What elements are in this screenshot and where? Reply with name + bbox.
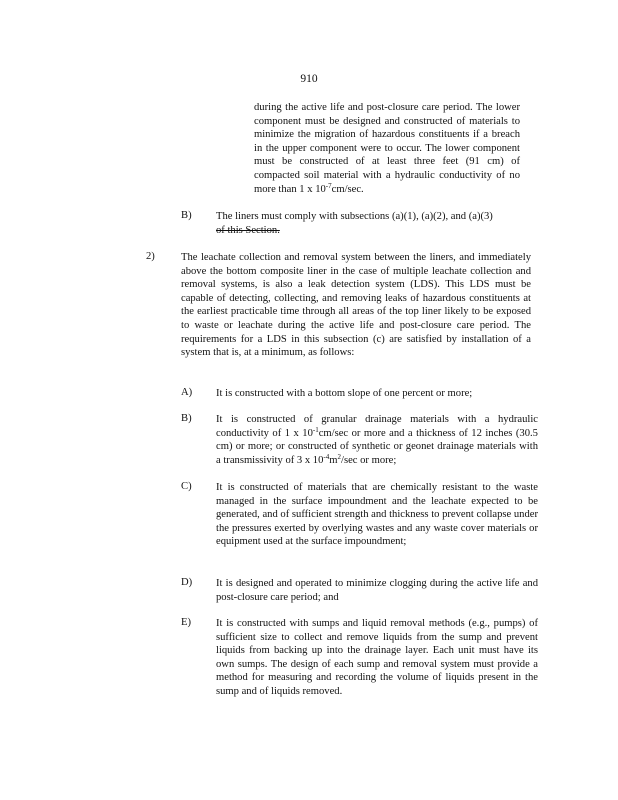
item-text: The liners must comply with subsections (a)(1), (a)(2), and (a)(3) bbox=[216, 211, 493, 222]
item-label: B) bbox=[181, 210, 192, 221]
paragraph-text: The leachate collection and removal system between the liners, and immediately above the bottom composite liner in the case of multiple leachate collection and removal systems, is also a leak detection system (LDS). This LDS must be capable of detecting, collecting, and removing leaks of hazardous constituents at the earliest practicable time through all areas of the top liner likely to be exposed to waste or leachate during the active life and post-closure care period. The requirements for a LDS in this subsection (c) are satisfied by installation of a system that is, at a minimum, as follows: bbox=[181, 252, 531, 359]
page-number: 910 bbox=[300, 73, 318, 85]
exponent: 2 bbox=[337, 452, 341, 461]
paragraph-2-leak-detection bbox=[181, 251, 531, 360]
item-d-clogging bbox=[216, 577, 538, 604]
item-text: cm/sec or more and a thickness of 12 inches (30.5 cm) or more; or constructed of synthetic or geonet drainage materials with a transmissivity of 3 x 10 bbox=[216, 427, 538, 466]
item-b-liners-comply bbox=[216, 210, 525, 237]
item-text: It is constructed with a bottom slope of one percent or more; bbox=[216, 388, 473, 399]
item-e-sumps bbox=[216, 617, 538, 699]
item-label: D) bbox=[181, 577, 193, 588]
item-text: It is constructed of granular drainage materials with a hydraulic conductivity of 1 x 10 bbox=[216, 414, 538, 439]
item-text: /sec or more; bbox=[341, 454, 397, 466]
exponent: -1 bbox=[312, 425, 319, 434]
continuation-unit: cm/sec. bbox=[331, 183, 364, 195]
exponent: -4 bbox=[323, 452, 330, 461]
paragraph-label: 2) bbox=[146, 251, 155, 262]
continuation-text: during the active life and post-closure care period. The lower component must be designed and constructed of materials to minimize the migration of hazardous constituents if a breach in the upper component were to occur. The lower component must be constructed of at least three feet (91 cm) of compacted soil material with a hydraulic conductivity of no more than 1 x 10 bbox=[254, 102, 520, 195]
item-c-materials bbox=[216, 481, 538, 549]
item-text: It is constructed of materials that are chemically resistant to the waste managed in the surface impoundment and the leachate expected to be generated, and of sufficient strength and thickness to prevent collapse under the pressures exerted by overlying wastes and any waste cover materials or equipment used at the surface impoundment; bbox=[216, 482, 538, 548]
item-b-drainage bbox=[216, 413, 538, 467]
continuation-paragraph bbox=[254, 101, 520, 196]
item-text: It is constructed with sumps and liquid removal methods (e.g., pumps) of sufficient size to collect and remove liquids from the sump and prevent liquids from backing up into the drainage layer. Each unit must have its own sumps. The design of each sump and removal system must provide a method for measuring and recording the volume of liquids present in the sump and of liquids removed. bbox=[216, 618, 538, 697]
item-text: It is designed and operated to minimize clogging during the active life and post-closure care period; and bbox=[216, 578, 538, 603]
item-label: C) bbox=[181, 481, 192, 492]
struck-text: of this Section. bbox=[216, 224, 280, 236]
exponent: -7 bbox=[325, 181, 332, 190]
item-label: E) bbox=[181, 617, 191, 628]
item-label: A) bbox=[181, 387, 193, 398]
item-a-slope bbox=[216, 387, 538, 401]
item-label: B) bbox=[181, 413, 192, 424]
item-text: m bbox=[329, 454, 338, 466]
